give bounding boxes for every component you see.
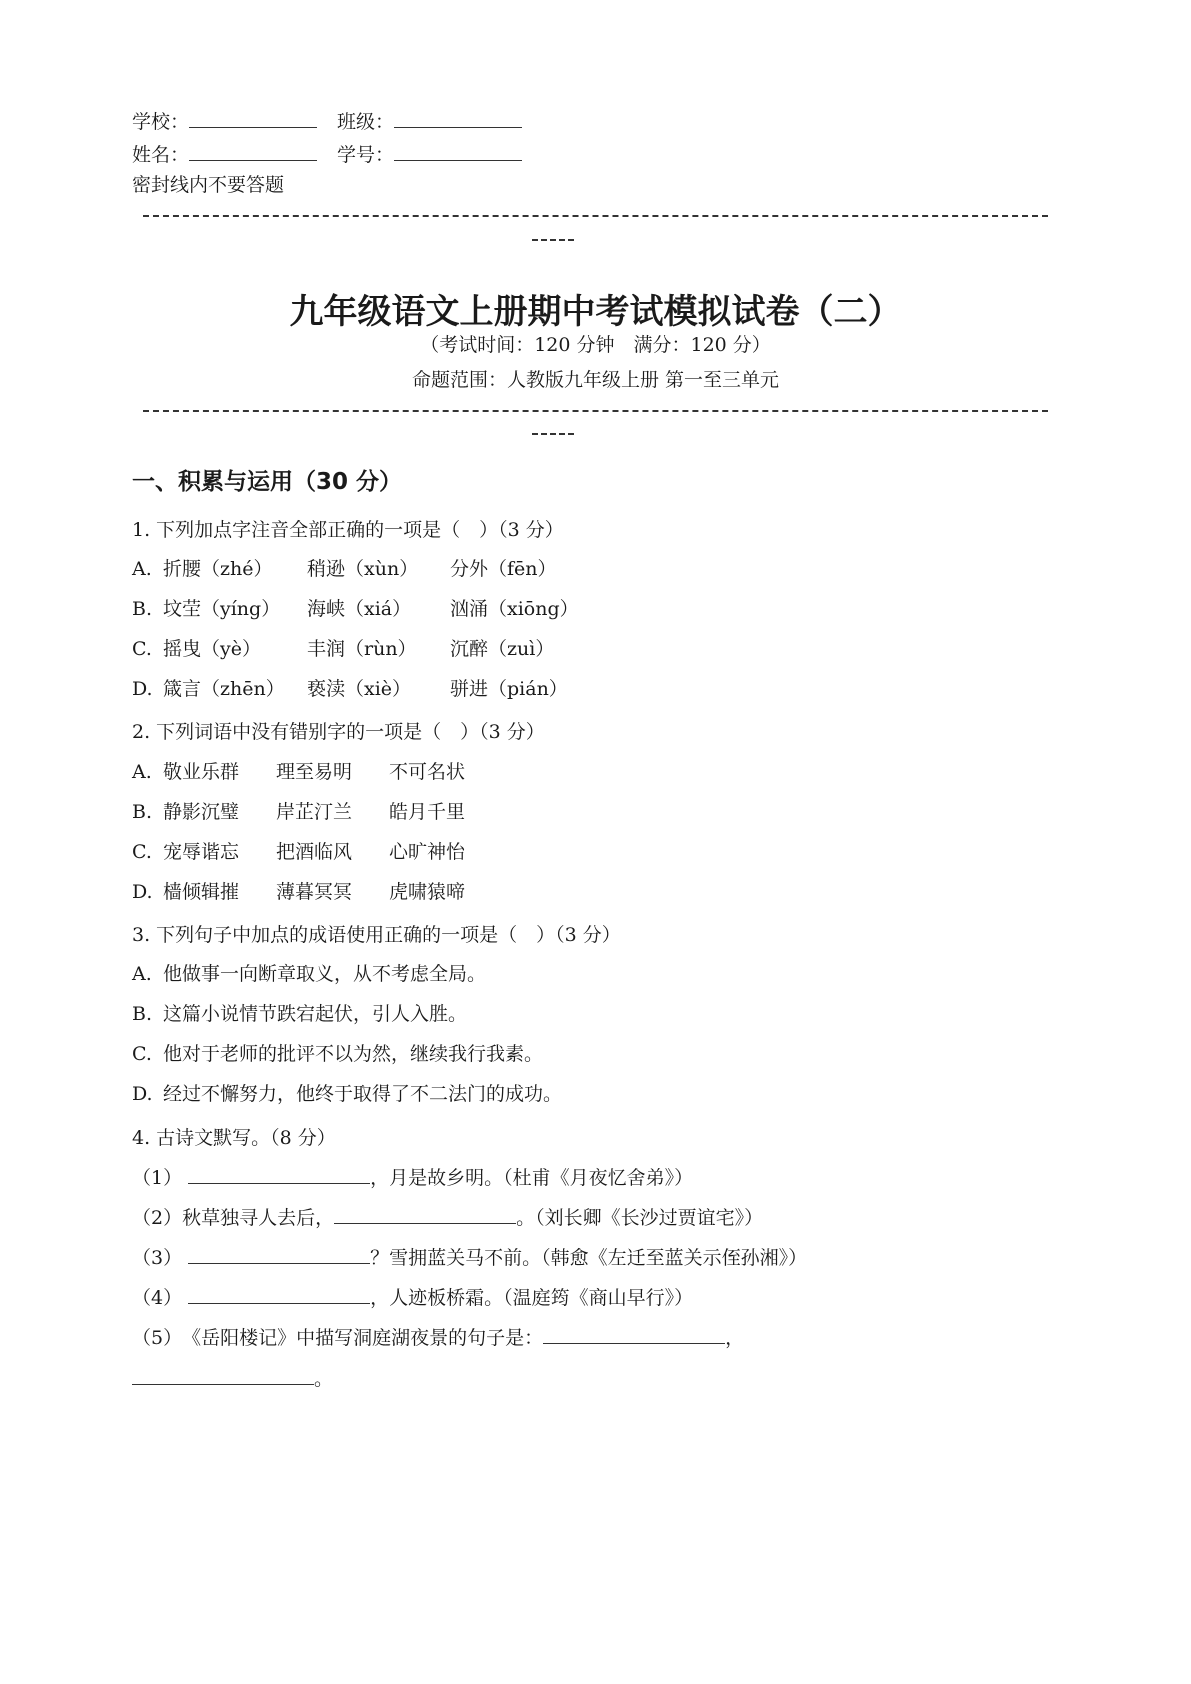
q3-option-d-letter[interactable]: D. <box>132 1083 153 1105</box>
question-3-stem: 3. 下列句子中加点的成语使用正确的一项是（ ）（3 分） <box>132 924 621 946</box>
q2-option-d-word3: 虎啸猿啼 <box>389 881 466 903</box>
q4-item-5-after: ， <box>725 1327 745 1349</box>
q4-item-3-after: ？雪拥蓝关马不前。（韩愈《左迁至蓝关示侄孙湘》） <box>370 1247 808 1269</box>
q4-item-4-after: ，人迹板桥霜。（温庭筠《商山早行》） <box>370 1287 694 1309</box>
q2-option-b-word3: 皓月千里 <box>389 801 466 823</box>
q3-option-c-text: 他对于老师的批评不以为然，继续我行我素。 <box>163 1043 544 1065</box>
q4-item-5-number: （5） <box>132 1327 183 1349</box>
exam-info: （考试时间：120 分钟 满分：120 分） <box>420 334 771 356</box>
q2-option-c-letter[interactable]: C. <box>132 841 152 863</box>
q4-item-4 <box>132 1285 693 1310</box>
q2-option-c-word2: 把酒临风 <box>276 841 353 863</box>
school-label: 学校： <box>132 111 190 133</box>
q2-option-b-word2: 岸芷汀兰 <box>276 801 353 823</box>
q1-option-d-word1: 箴言（zhēn） <box>163 678 285 700</box>
divider-dashed-line <box>143 410 1048 412</box>
q2-option-d-letter[interactable]: D. <box>132 881 153 903</box>
q2-option-c-word3: 心旷神怡 <box>389 841 466 863</box>
q3-option-b-letter[interactable]: B. <box>132 1003 153 1025</box>
section-heading: 一、积累与运用（30 分） <box>132 469 403 495</box>
q1-option-b-letter[interactable]: B. <box>132 598 153 620</box>
exam-title: 九年级语文上册期中考试模拟试卷（二） <box>289 292 902 332</box>
q4-item-3-number: （3） <box>132 1247 183 1269</box>
q4-item-1-after: ，月是故乡明。（杜甫《月夜忆舍弟》） <box>370 1167 694 1189</box>
q4-item-2 <box>132 1205 763 1230</box>
name-field <box>132 142 317 167</box>
q1-option-a-word3: 分外（fēn） <box>450 558 557 580</box>
question-4-stem: 4. 古诗文默写。（8 分） <box>132 1127 336 1149</box>
q4-item-1-number: （1） <box>132 1167 183 1189</box>
q2-option-a-letter[interactable]: A. <box>132 761 152 783</box>
q1-option-d-word3: 骈进（pián） <box>450 678 568 700</box>
q2-option-b-word1: 静影沉璧 <box>163 801 240 823</box>
student-id-field <box>337 142 522 167</box>
q4-item-2-after: 。（刘长卿《长沙过贾谊宅》） <box>516 1207 764 1229</box>
q1-option-c-word1: 摇曳（yè） <box>163 638 261 660</box>
q2-option-d-word2: 薄暮冥冥 <box>276 881 353 903</box>
school-blank[interactable] <box>189 109 317 128</box>
q1-option-b-word3: 汹涌（xiōng） <box>450 598 579 620</box>
exam-scope: 命题范围：人教版九年级上册 第一至三单元 <box>411 369 780 391</box>
q4-item-5-before: 《岳阳楼记》中描写洞庭湖夜景的句子是： <box>182 1327 544 1349</box>
q1-option-a-word1: 折腰（zhé） <box>163 558 273 580</box>
q3-option-a-letter[interactable]: A. <box>132 963 152 985</box>
q4-item-2-before: 秋草独寻人去后， <box>182 1207 335 1229</box>
q2-option-b-letter[interactable]: B. <box>132 801 153 823</box>
name-blank[interactable] <box>189 142 317 161</box>
q2-option-a-word3: 不可名状 <box>389 761 466 783</box>
q4-item-1-blank[interactable] <box>188 1165 370 1184</box>
q1-option-d-word2: 亵渎（xiè） <box>307 678 412 700</box>
q3-option-a-text: 他做事一向断章取义，从不考虑全局。 <box>163 963 487 985</box>
q4-item-4-blank[interactable] <box>188 1285 370 1304</box>
question-1-stem: 1. 下列加点字注音全部正确的一项是（ ）（3 分） <box>132 519 564 541</box>
q4-item-5-final: 。 <box>314 1368 334 1390</box>
seal-dashed-line <box>143 215 1048 217</box>
q1-option-a-letter[interactable]: A. <box>132 558 152 580</box>
q4-item-2-number: （2） <box>132 1207 183 1229</box>
class-label: 班级： <box>337 111 395 133</box>
seal-note: 密封线内不要答题 <box>132 174 285 196</box>
q4-item-3-blank[interactable] <box>188 1245 370 1264</box>
q1-option-c-word3: 沉醉（zuì） <box>450 638 555 660</box>
q4-item-5-blank-1[interactable] <box>543 1325 725 1344</box>
q1-option-c-word2: 丰润（rùn） <box>307 638 417 660</box>
q1-option-b-word1: 坟茔（yíng） <box>163 598 281 620</box>
q4-item-1 <box>132 1165 693 1190</box>
q2-option-c-word1: 宠辱谐忘 <box>163 841 240 863</box>
name-label: 姓名： <box>132 144 190 166</box>
q1-option-b-word2: 海峡（xiá） <box>307 598 412 620</box>
q4-item-5-blank-2[interactable] <box>132 1366 314 1385</box>
q2-option-d-word1: 樯倾辑摧 <box>163 881 240 903</box>
class-blank[interactable] <box>394 109 522 128</box>
q4-item-3 <box>132 1245 807 1270</box>
class-field <box>337 109 522 134</box>
q3-option-b-text: 这篇小说情节跌宕起伏，引人入胜。 <box>163 1003 468 1025</box>
q1-option-d-letter[interactable]: D. <box>132 678 153 700</box>
q4-item-5 <box>132 1325 744 1350</box>
q2-option-a-word1: 敬业乐群 <box>163 761 240 783</box>
q1-option-a-word2: 稍逊（xùn） <box>307 558 419 580</box>
q2-option-a-word2: 理至易明 <box>276 761 353 783</box>
school-field <box>132 109 317 134</box>
q4-item-4-number: （4） <box>132 1287 183 1309</box>
q3-option-d-text: 经过不懈努力，他终于取得了不二法门的成功。 <box>163 1083 563 1105</box>
student-id-blank[interactable] <box>394 142 522 161</box>
q4-item-5-continued <box>132 1366 333 1391</box>
q4-item-2-blank[interactable] <box>334 1205 516 1224</box>
student-id-label: 学号： <box>337 144 395 166</box>
divider-dashed-line-tail <box>532 433 574 435</box>
seal-dashed-line-tail <box>532 239 574 241</box>
q3-option-c-letter[interactable]: C. <box>132 1043 152 1065</box>
question-2-stem: 2. 下列词语中没有错别字的一项是（ ）（3 分） <box>132 721 545 743</box>
q1-option-c-letter[interactable]: C. <box>132 638 152 660</box>
